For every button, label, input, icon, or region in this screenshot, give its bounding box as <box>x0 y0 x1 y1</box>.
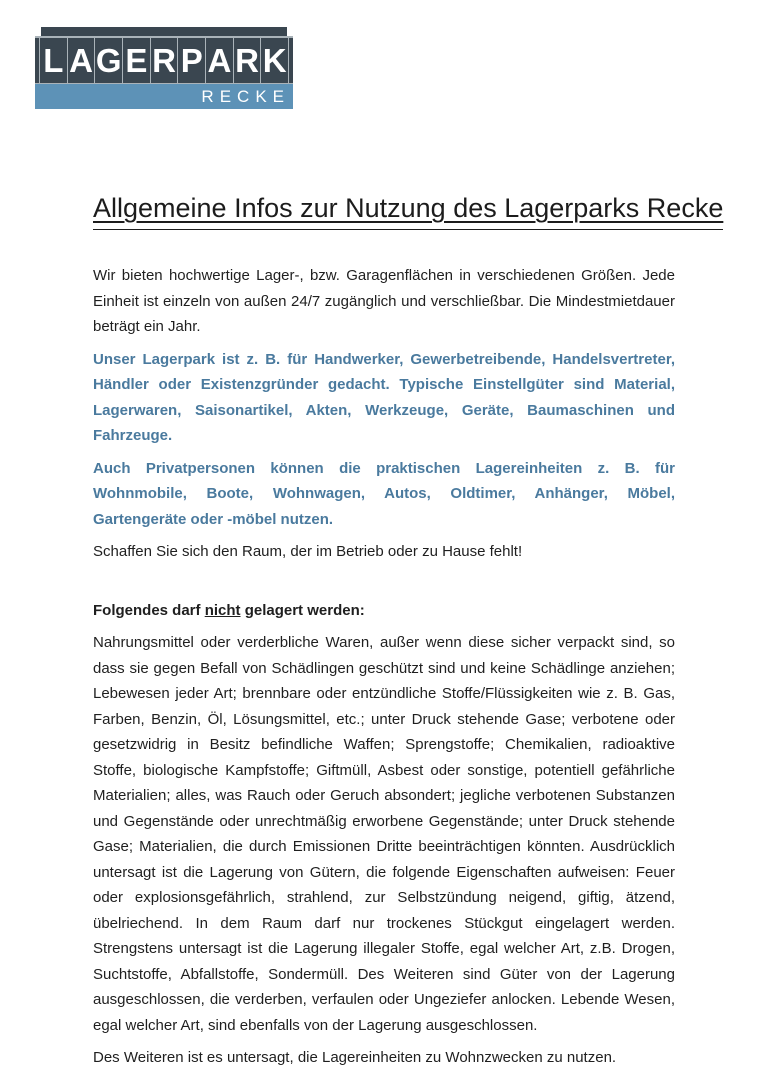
logo-letter-cell <box>261 38 289 83</box>
private-use-paragraph: Auch Privatpersonen können die praktischen Lagereinheiten z. B. für Wohnmobile, Boote, Wohnwagen, Autos, Oldtimer, Anhänger, Möbel, Gartengeräte oder -möbel nutzen. <box>93 459 675 528</box>
prohibited-heading-prefix: Folgendes darf <box>93 601 205 619</box>
logo-letter: A <box>69 42 93 79</box>
logo-subtitle-bar <box>35 84 293 109</box>
prohibited-heading-underlined-word: nicht <box>204 601 241 619</box>
logo-letter-cell <box>206 38 234 83</box>
page-title <box>93 192 724 224</box>
residential-use-paragraph: Des Weiteren ist es untersagt, die Lagereinheiten zu Wohnzwecken zu nutzen. <box>93 1049 617 1066</box>
logo-letter-cell <box>95 38 123 83</box>
logo-letter: L <box>43 42 64 79</box>
document-page <box>0 27 767 1066</box>
logo-letter: A <box>207 42 232 79</box>
logo-letter: P <box>180 42 203 79</box>
logo-letter-cell <box>68 38 96 83</box>
logo-letter-cell <box>39 38 68 83</box>
logo-letter-cell <box>234 38 262 83</box>
logo-letter: R <box>235 42 259 79</box>
logo-letter: E <box>125 42 148 79</box>
logo-top-strip <box>41 27 287 36</box>
logo-subtitle: RECKE <box>201 87 290 106</box>
page-title-text: Allgemeine Infos zur Nutzung des Lagerparks Recke <box>93 193 723 230</box>
document-content <box>93 263 675 1071</box>
prohibited-heading-suffix: gelagert werden: <box>240 601 365 619</box>
logo-letter: K <box>262 42 287 79</box>
target-groups-paragraph: Unser Lagerpark ist z. B. für Handwerker, Gewerbetreibende, Handelsvertreter, Händler oder Existenzgründer gedacht. Typische Einstellgüter sind Material, Lagerwaren, Saisonartikel, Akten, Werkzeuge, Geräte, Baumaschinen und Fahrzeuge. <box>93 350 675 444</box>
intro-paragraph: Wir bieten hochwertige Lager-, bzw. Garagenflächen in verschiedenen Größen. Jede Einheit ist einzeln von außen 24/7 zugänglich und verschließbar. Die Mindestmietdauer beträgt ein Jahr. <box>93 267 675 335</box>
logo-letter-cell <box>151 38 179 83</box>
logo-letter: G <box>95 42 122 79</box>
logo-wordmark <box>35 38 293 83</box>
prohibited-items-paragraph: Nahrungsmittel oder verderbliche Waren, außer wenn diese sicher verpackt sind, so dass sie gegen Befall von Schädlingen geschützt sind und keine Schädlinge anziehen; Lebewesen jeder Art; brennbare oder entzündliche Stoffe/Flüssigkeiten wie z. B. Gas, Farben, Benzin, Öl, Lösungsmittel, etc.; unter Druck stehende Gase; verbotene oder gesetzwidrig in Besitz befindliche Waffen; Sprengstoffe; Chemikalien, radioaktive Stoffe, biologische Kampfstoffe; Giftmüll, Asbest oder sonstige, potentiell gefährliche Materialien; alles, was Rauch oder Geruch absondert; jegliche verbotenen Substanzen und Gegenstände oder unrechtmäßig erworbene Gegenstände; unter Druck stehende Gase; Materialien, die durch Emissionen Dritte beeinträchtigen könnten. Ausdrücklich untersagt ist die Lagerung von Gütern, die folgende Eigenschaften aufweisen: Feuer oder explosionsgefährlich, strahlend, zur Selbstzündung neigend, giftig, ätzend, übelriechend. In dem Raum darf nur trockenes Stückgut eingelagert werden. Strengstens untersagt ist die Lagerung illegaler Stoffe, egal welcher Art, z.B. Drogen, Suchtstoffe, Abfallstoffe, Sondermüll. Des Weiteren sind Güter von der Lagerung ausgeschlossen, die verderben, verfaulen oder Ungeziefer anlocken. Lebende Wesen, egal welcher Art, sind ebenfalls von der Lagerung ausgeschlossen. <box>93 634 675 1034</box>
callout-paragraph: Schaffen Sie sich den Raum, der im Betrieb oder zu Hause fehlt! <box>93 543 523 560</box>
logo-letter-cell <box>123 38 151 83</box>
lagerpark-logo <box>35 27 293 109</box>
prohibited-heading <box>93 598 675 624</box>
logo-letter: R <box>152 42 176 79</box>
logo-letter-cell <box>178 38 206 83</box>
